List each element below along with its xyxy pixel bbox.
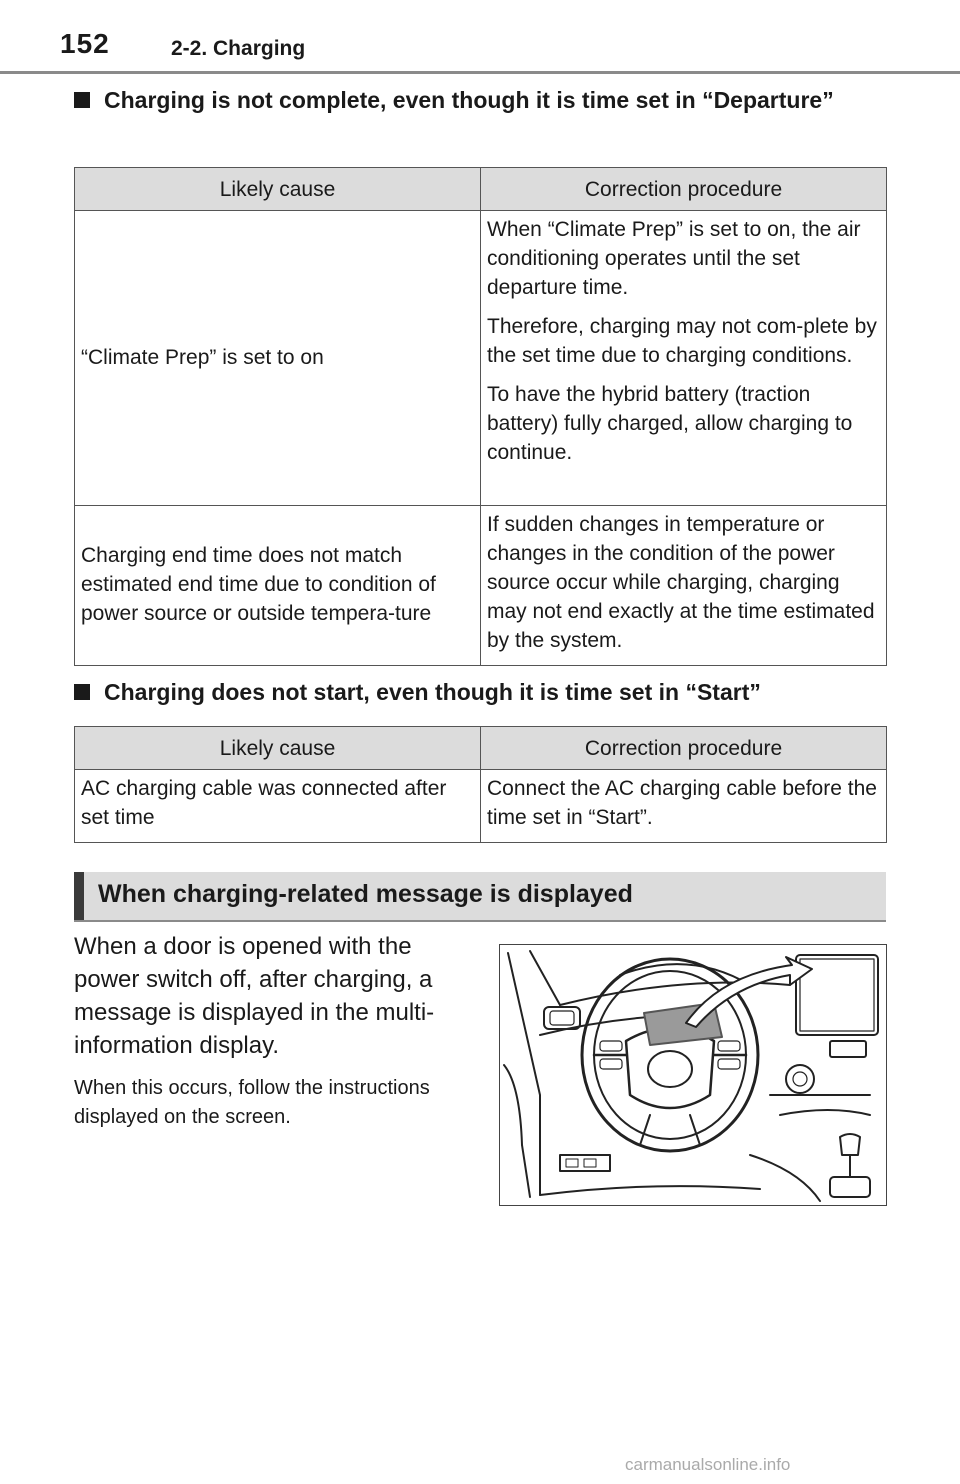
table-row bbox=[75, 770, 887, 843]
procedure-paragraph: To have the hybrid battery (traction battery) fully charged, allow charging to continue. bbox=[487, 383, 853, 464]
table-row bbox=[75, 211, 887, 506]
procedure-paragraph: If sudden changes in temperature or changes in the condition of the power source occur while charging, charging may not end exactly at the time estimated by the system. bbox=[487, 513, 875, 652]
cause-cell: Charging end time does not match estimated end time due to condition of power source or outside tempera-ture bbox=[75, 506, 481, 666]
table-row bbox=[75, 506, 887, 666]
square-bullet-icon bbox=[74, 684, 90, 700]
body-paragraph: When a door is opened with the power switch off, after charging, a message is displayed in the multi-information display. bbox=[74, 933, 435, 1059]
banner-accent-bar bbox=[74, 872, 84, 920]
subheading-departure bbox=[74, 84, 886, 117]
note-paragraph: When this occurs, follow the instructions displayed on the screen. bbox=[74, 1077, 430, 1128]
column-header: Correction procedure bbox=[481, 727, 887, 770]
procedure-cell bbox=[481, 211, 887, 506]
table-header-row bbox=[75, 727, 887, 770]
procedure-paragraph: Therefore, charging may not com-plete by the set time due to charging conditions. bbox=[487, 315, 877, 367]
banner-divider bbox=[74, 920, 886, 922]
watermark: carmanualsonline.info bbox=[625, 1455, 791, 1474]
procedure-cell bbox=[481, 506, 887, 666]
procedure-paragraph: When “Climate Prep” is set to on, the air conditioning operates until the set departure time. bbox=[487, 218, 861, 299]
start-cause-table bbox=[74, 726, 887, 843]
cause-cell: AC charging cable was connected after set time bbox=[75, 770, 481, 843]
square-bullet-icon bbox=[74, 92, 90, 108]
subheading-start bbox=[74, 676, 886, 709]
table-header-row bbox=[75, 168, 887, 211]
subheading-text: Charging does not start, even though it is time set in “Start” bbox=[104, 679, 761, 705]
procedure-paragraph: Connect the AC charging cable before the time set in “Start”. bbox=[487, 777, 877, 829]
column-header: Correction procedure bbox=[481, 168, 887, 211]
column-header: Likely cause bbox=[75, 727, 481, 770]
cause-cell: “Climate Prep” is set to on bbox=[75, 211, 481, 506]
section-title: 2-2. Charging bbox=[171, 37, 306, 60]
banner-title: When charging-related message is displayed bbox=[98, 880, 633, 908]
procedure-cell bbox=[481, 770, 887, 843]
header-divider bbox=[0, 71, 960, 74]
departure-cause-table bbox=[74, 167, 887, 666]
page-number: 152 bbox=[60, 28, 110, 59]
subheading-text: Charging is not complete, even though it is time set in “Departure” bbox=[104, 87, 834, 113]
steering-wheel-dashboard-illustration bbox=[499, 944, 887, 1206]
column-header: Likely cause bbox=[75, 168, 481, 211]
page-header bbox=[0, 0, 960, 74]
section-banner bbox=[74, 872, 886, 920]
